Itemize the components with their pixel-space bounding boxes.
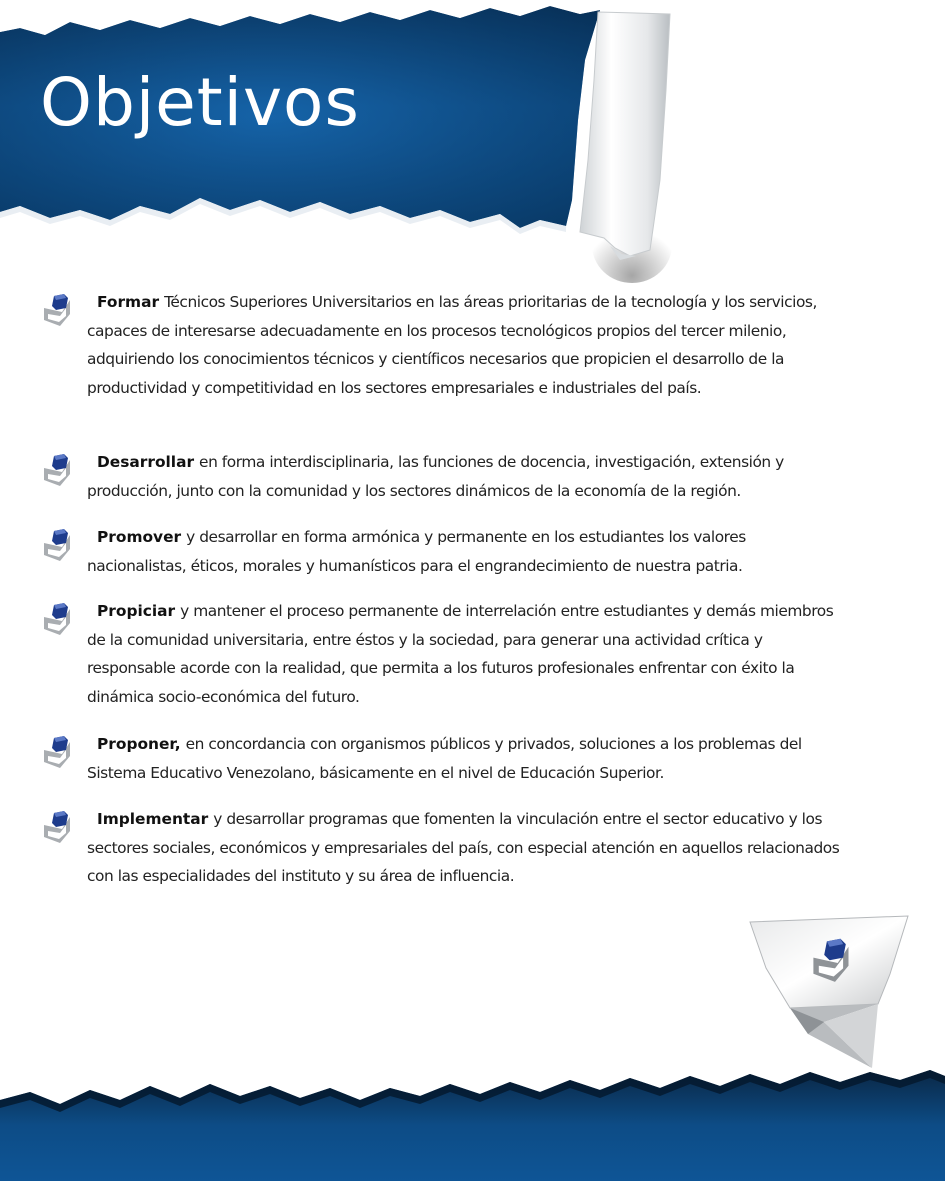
objective-lead: Proponer, <box>97 735 181 753</box>
objective-lead: Promover <box>97 528 182 546</box>
institute-logo-icon <box>40 452 74 486</box>
objective-lead: Formar <box>97 293 160 311</box>
objective-item-implementar <box>40 805 840 891</box>
objective-text: en concordancia con organismos públicos y privados, soluciones a los problemas del Sistema Educativo Venezolano, básicamente en el nivel de Educación Superior. <box>87 735 802 782</box>
page-curl <box>560 10 680 290</box>
objective-item-proponer <box>40 730 840 787</box>
objective-lead: Propiciar <box>97 602 176 620</box>
objective-text: y desarrollar programas que fomenten la vinculación entre el sector educativo y los sectores sociales, económicos y empresariales del país, con especial atención en aquellos relacionados con las especialidades del instituto y su área de influencia. <box>87 810 840 886</box>
objective-item-propiciar <box>40 597 840 711</box>
page-title: Objetivos <box>40 64 360 141</box>
objective-item-promover <box>40 523 840 580</box>
institute-logo-icon <box>40 527 74 561</box>
objective-item-desarrollar <box>40 448 840 505</box>
objective-text: Técnicos Superiores Universitarios en las áreas prioritarias de la tecnología y los servicios, capaces de interesarse adecuadamente en los procesos tecnológicos propios del tercer milenio, adquiriendo los conocimientos técnicos y científicos necesarios que propicien el desarrollo de la productividad y competitividad en los sectores empresariales e industriales del país. <box>87 293 817 397</box>
institute-logo-icon <box>40 734 74 768</box>
objective-text: en forma interdisciplinaria, las funciones de docencia, investigación, extensión y producción, junto con la comunidad y los sectores dinámicos de la economía de la región. <box>87 453 784 500</box>
institute-logo-icon <box>40 292 74 326</box>
objective-lead: Desarrollar <box>97 453 195 471</box>
objective-text: y desarrollar en forma armónica y permanente en los estudiantes los valores nacionalistas, éticos, morales y humanísticos para el engrandecimiento de nuestra patria. <box>87 528 746 575</box>
institute-logo-icon <box>40 601 74 635</box>
objective-text: y mantener el proceso permanente de interrelación entre estudiantes y demás miembros de la comunidad universitaria, entre éstos y la sociedad, para generar una actividad crítica y responsable acorde con la realidad, que permita a los futuros profesionales enfrentar con éxito la dinámica socio-económica del futuro. <box>87 602 834 706</box>
objective-lead: Implementar <box>97 810 209 828</box>
footer-band <box>0 1070 945 1181</box>
objective-item-formar <box>40 288 840 402</box>
institute-logo-icon <box>40 809 74 843</box>
ribbon-badge <box>748 912 918 1072</box>
